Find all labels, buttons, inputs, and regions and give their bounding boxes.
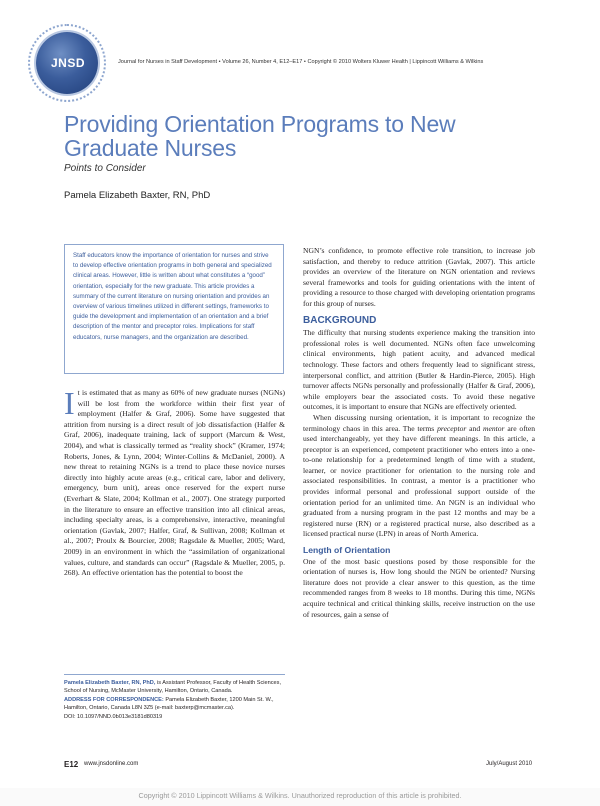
correspondence-text: Pamela Elizabeth Baxter, 1200 Main St. W., Hamilton, Ontario, Canada L8N 3Z5 (e-mail: baxterp@mcmaster.ca).: [64, 696, 274, 712]
article-author: Pamela Elizabeth Baxter, RN, PhD: [64, 190, 211, 201]
drop-cap: I: [64, 385, 75, 421]
correspondence-note: [64, 696, 285, 713]
correspondence-label: ADDRESS FOR CORRESPONDENCE:: [64, 696, 164, 703]
term-mentor: mentor: [482, 423, 505, 433]
right-column: [303, 246, 535, 620]
heading-length-of-orientation: Length of Orientation: [303, 545, 391, 556]
doi: DOI: 10.1097/NND.0b013e3181d80319: [64, 713, 163, 720]
intro-paragraph: [64, 385, 285, 579]
heading-background: BACKGROUND: [303, 314, 377, 326]
author-note: [64, 679, 285, 696]
abstract-text: Staff educators know the importance of orientation for nurses and strive to develop effective orientation programs in both general and specialized clinical areas. However, little is written about what constitutes a “good” orientation, especially for the new graduate. This article provides a summary of the current literature on nursing orientation and provides an overview of various timelines utilized in different settings, frameworks to guide the development and implementation of an orientation and a brief description of the mentor and preceptor roles. Implications for staff educators, nurse managers, and the organization are described.: [73, 252, 272, 341]
issue-date: July/August 2010: [486, 761, 533, 767]
terminology-text-a: When discussing nursing orientation, it is important to recognize the terminology chaos in this area. The terms: [303, 412, 535, 433]
footnote: [64, 679, 285, 721]
page-number: E12: [64, 760, 79, 769]
term-and: and: [469, 423, 481, 433]
abstract-box: [64, 244, 284, 374]
article-title: Providing Orientation Programs to New Graduate Nurses: [64, 111, 456, 161]
length-paragraph: One of the most basic questions posed by those responsible for the orientation of nurses is, How long should the NGN be oriented? Nursing literature does not provide a clear answer to this question, as the time recommended ranges from 8 weeks to 18 months. During this time, NGNs acquire technical and critical thinking skills, receive instruction on the use of resources, gain a sense of: [303, 556, 535, 619]
footnote-divider: [64, 674, 285, 675]
continued-paragraph: NGN’s confidence, to promote effective role transition, to increase job satisfaction, and thereby to reduce attrition (Gavlak, 2007). This article provides an overview of the literature on NGN orientation and reviews several frameworks and tools for guiding orientations with the intent of providing a resource to those charged with developing orientation programs for this group of nurses.: [303, 246, 535, 308]
left-column: [64, 385, 285, 579]
footnote-affiliation: is Assistant Professor, Faculty of Health Sciences, School of Nursing, McMaster University, Hamilton, Ontario, Canada.: [64, 680, 282, 695]
article-subtitle: Points to Consider: [64, 163, 146, 174]
terminology-text-b: are often used interchangeably, yet they have different meanings. In this article, a preceptor is an experienced, competent practitioner who enters into a one-to-one relationship for a predetermined length of time with a student, learner, or novice practitioner for orientation to the nursing role and associated responsibilities. In contrast, a mentor is a practitioner who provides informal personal and professional support outside of the orientation period for an unlimited time. An NGN is an individual who graduated from a nursing program in the past 12 months and may be a registered nurse (RN) or a registered practical nurse, also described as a licensed practical nurse (LPN) in areas of North America.: [303, 423, 536, 539]
background-paragraph: The difficulty that nursing students experience making the transition into professional roles is well documented. NGNs often face unwelcoming clinical environments, high patient acuity, and advanced medical technology. These factors and others frequently lead to significant stress, interpersonal conflict, and attrition (Butler & Hardin-Pierce, 2005). High turnover affects NGNs personally and professionally (Halfer & Graf, 2006), while employers bear the associated costs. To avoid these negative outcomes, it is important to ensure that NGNs are effectively oriented.: [303, 328, 535, 412]
journal-website: www.jnsdonline.com: [84, 761, 139, 767]
intro-text: t is estimated that as many as 60% of new graduate nurses (NGNs) will be lost from the workforce within their first year of employment (Halfer & Graf, 2006). Some have suggested that attrition from nursing is a direct result of job dissatisfaction (Halfer & Graf, 2006), inadequate training, lack of support (Marcum & West, 2004), and what is classically termed as “reality shock” (Kramer, 1974; Roberts, Jones, & Lynn, 2004; Winter-Collins & McDaniel, 2000). A new threat to retaining NGNs is a trend to place these novice nurses directly into highly acute areas (e.g., critical care, labor and delivery, emergency, burn unit), areas once reserved for the expert nurse (Everhart & Slate, 2004; Kollman et al., 2007). One strategy purported in the literature to ensure an effective transition into all clinical areas, including specialty areas, is a comprehensive, interactive, meaningful orientation (Gavlak, 2007; Halfer, Graf, & Sullivan, 2008; Kollman et al., 2007; Proulx & Bourcier, 2008; Ragsdale & Mueller, 2005; Ward, 2009) in an environment in which the “assimilation of organizational values, culture, and standards can occur” (Ragsdale & Mueller, 2005, p. 268). An effective orientation has the potential to boost the: [64, 388, 285, 578]
footnote-author-name: Pamela Elizabeth Baxter, RN, PhD,: [64, 680, 156, 686]
journal-citation-line: Journal for Nurses in Staff Development • Volume 26, Number 4, E12–E17 • Copyright © 2010 Wolters Kluwer Health | Lippincott Williams & Wilkins: [118, 59, 484, 65]
copyright-notice: Copyright © 2010 Lippincott Williams & Wilkins. Unauthorized reproduction of this article is prohibited.: [138, 791, 462, 800]
term-preceptor: preceptor: [437, 423, 467, 433]
logo-text: JNSD: [50, 56, 85, 70]
terminology-paragraph: [303, 413, 535, 540]
